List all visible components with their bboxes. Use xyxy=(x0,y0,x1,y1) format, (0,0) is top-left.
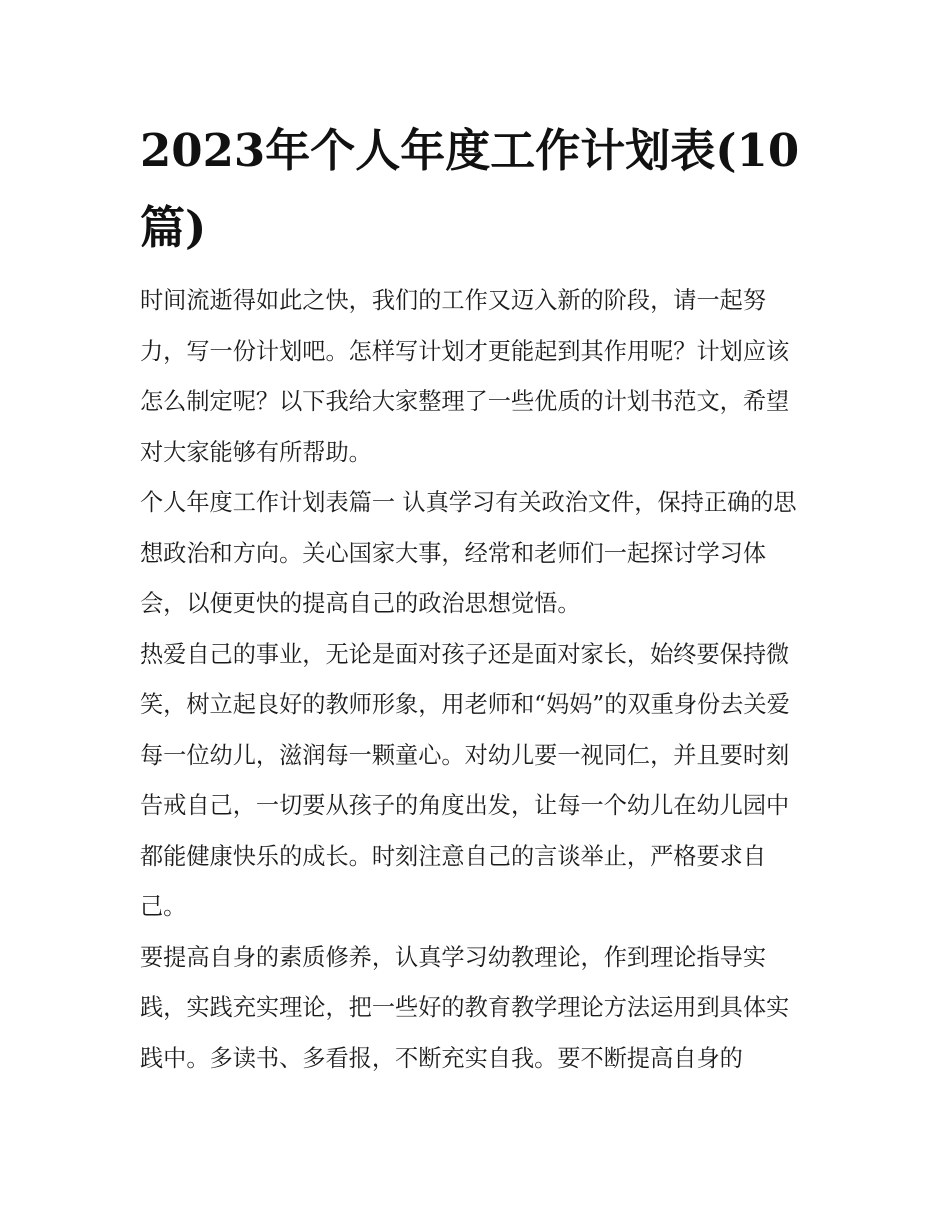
paragraph-intro: 时间流逝得如此之快，我们的工作又迈入新的阶段，请一起努力，写一份计划吧。怎样写计划才更能起到其作用呢？计划应该怎么制定呢？以下我给大家整理了一些优质的计划书范文，希望对大家能够有所帮助。 xyxy=(140,287,790,466)
document-body xyxy=(140,276,812,1084)
document-title: 2023年个人年度工作计划表(10篇) xyxy=(140,124,800,254)
paragraph-self-improvement: 要提高自身的素质修养，认真学习幼教理论，作到理论指导实践，实践充实理论，把一些好的教育教学理论方法运用到具体实践中。多读书、多看报，不断充实自我。要不断提高自身的 xyxy=(140,943,790,1072)
paragraph-political-study: 个人年度工作计划表篇一 认真学习有关政治文件，保持正确的思想政治和方向。关心国家大事，经常和老师们一起探讨学习体会，以便更快的提高自己的政治思想觉悟。 xyxy=(140,489,797,617)
paragraph-career-love: 热爱自己的事业，无论是面对孩子还是面对家长，始终要保持微笑，树立起良好的教师形象，用老师和“妈妈”的双重身份去关爱每一位幼儿，滋润每一颗童心。对幼儿要一视同仁，并且要时刻告戒自己，一切要从孩子的角度出发，让每一个幼儿在幼儿园中都能健康快乐的成长。时刻注意自己的言谈举止，严格要求自己。 xyxy=(140,640,790,920)
